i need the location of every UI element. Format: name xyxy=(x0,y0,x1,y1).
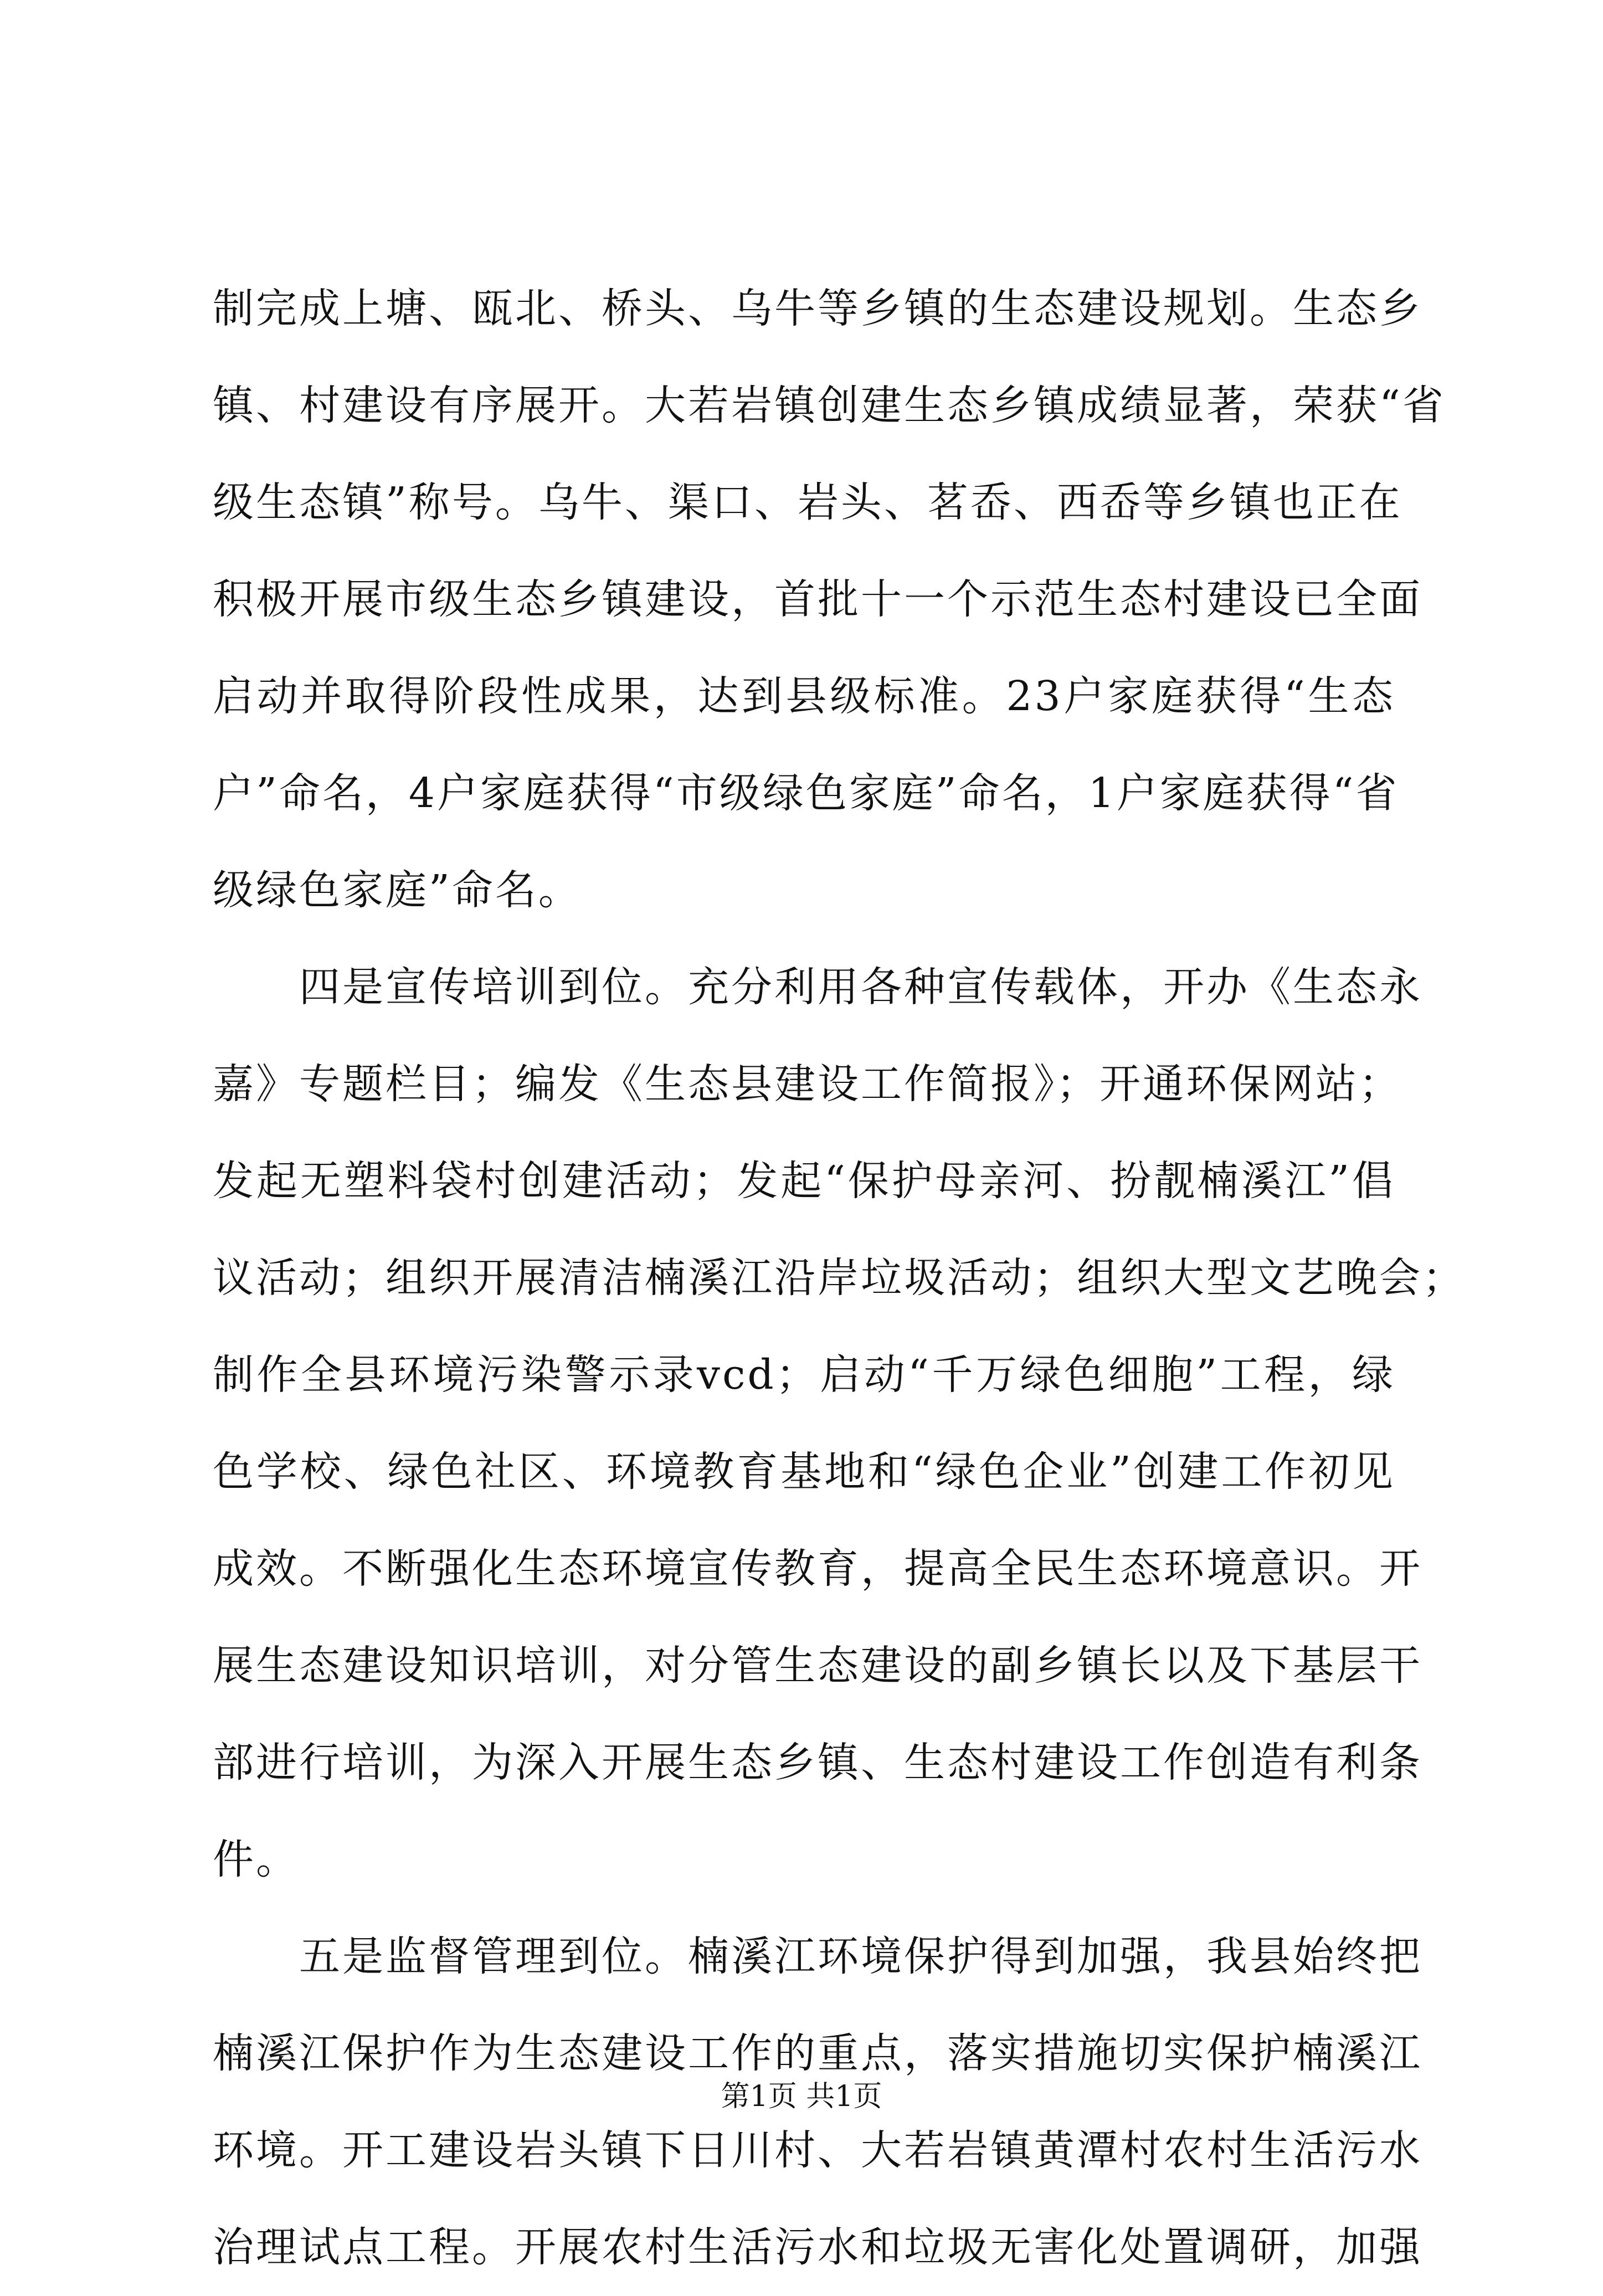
text-line: 部进行培训，为深入开展生态乡镇、生态村建设工作创造有利条 xyxy=(213,1739,1422,1786)
text-line: 积极开展市级生态乡镇建设，首批十一个示范生态村建设已全面 xyxy=(213,576,1422,623)
text-line: 嘉》专题栏目；编发《生态县建设工作简报》；开通环保网站； xyxy=(213,1060,1402,1108)
text-line: 环境。开工建设岩头镇下日川村、大若岩镇黄潭村农村生活污水 xyxy=(213,2127,1422,2174)
text-line: 户”命名，4户家庭获得“市级绿色家庭”命名，1户家庭获得“省 xyxy=(213,769,1399,817)
text-line: 楠溪江保护作为生态建设工作的重点，落实措施切实保护楠溪江 xyxy=(213,2030,1422,2077)
text-line: 启动并取得阶段性成果，达到县级标准。23户家庭获得“生态 xyxy=(213,672,1395,720)
text-line: 发起无塑料袋村创建活动；发起“保护母亲河、扮靓楠溪江”倡 xyxy=(213,1157,1395,1205)
body-text xyxy=(213,260,1466,2296)
page-footer: 第1页 共1页 xyxy=(721,2080,882,2113)
text-line: 治理试点工程。开展农村生活污水和垃圾无害化处置调研，加强 xyxy=(213,2223,1422,2271)
text-line: 四是宣传培训到位。充分利用各种宣传载体，开办《生态永 xyxy=(213,963,1422,1011)
text-line: 成效。不断强化生态环境宣传教育，提高全民生态环境意识。开 xyxy=(213,1545,1422,1593)
text-line: 展生态建设知识培训，对分管生态建设的副乡镇长以及下基层干 xyxy=(213,1642,1422,1689)
text-line: 级绿色家庭”命名。 xyxy=(213,866,582,914)
text-line: 制完成上塘、瓯北、桥头、乌牛等乡镇的生态建设规划。生态乡 xyxy=(213,285,1422,332)
text-line: 色学校、绿色社区、环境教育基地和“绿色企业”创建工作初见 xyxy=(213,1448,1395,1496)
text-line: 件。 xyxy=(213,1836,299,1883)
text-line: 议活动；组织开展清洁楠溪江沿岸垃圾活动；组织大型文艺晚会； xyxy=(213,1254,1466,1302)
text-line: 镇、村建设有序展开。大若岩镇创建生态乡镇成绩显著，荣获“省 xyxy=(213,382,1446,429)
text-line: 级生态镇”称号。乌牛、渠口、岩头、茗岙、西岙等乡镇也正在 xyxy=(213,479,1402,526)
text-line: 制作全县环境污染警示录vcd；启动“千万绿色细胞”工程，绿 xyxy=(213,1351,1395,1399)
text-line: 五是监督管理到位。楠溪江环境保护得到加强，我县始终把 xyxy=(213,1933,1422,1980)
